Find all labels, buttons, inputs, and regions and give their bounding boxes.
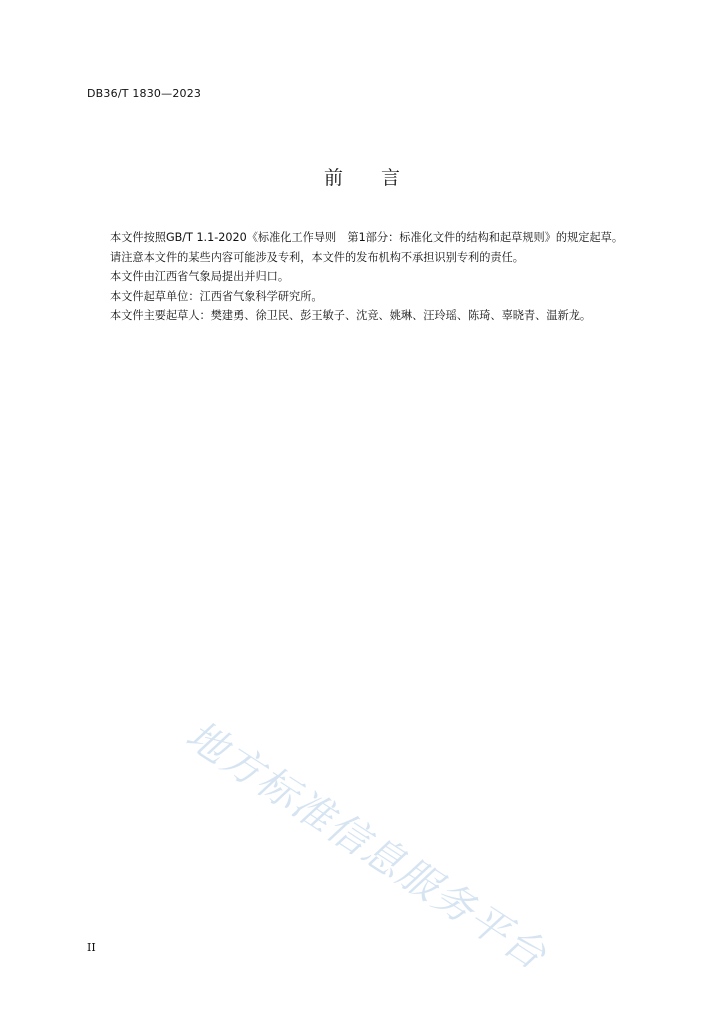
- watermark: 地方标准信息服务平台: [177, 712, 555, 980]
- paragraph-drafters: 本文件主要起草人：樊建勇、徐卫民、彭王敏子、沈竞、姚琳、汪玲瑶、陈琦、辜晓青、温新龙。: [110, 309, 592, 322]
- title-char-1: 前: [323, 167, 343, 189]
- page-title: [0, 163, 724, 190]
- paragraph-proposer: 本文件由江西省气象局提出并归口。: [110, 270, 290, 283]
- document-code: DB36/T 1830—2023: [87, 87, 202, 100]
- title-char-2: 言: [381, 167, 401, 189]
- paragraph-drafting-unit: 本文件起草单位：江西省气象科学研究所。: [110, 289, 323, 303]
- paragraph-patent-notice: 请注意本文件的某些内容可能涉及专利，本文件的发布机构不承担识别专利的责任。: [110, 250, 524, 264]
- paragraph-standard-reference: 本文件按照GB/T 1.1-2020《标准化工作导则 第1部分：标准化文件的结构和起草规则》的规定起草。: [110, 231, 624, 244]
- page-number: II: [87, 941, 96, 954]
- foreword-body: [87, 228, 665, 326]
